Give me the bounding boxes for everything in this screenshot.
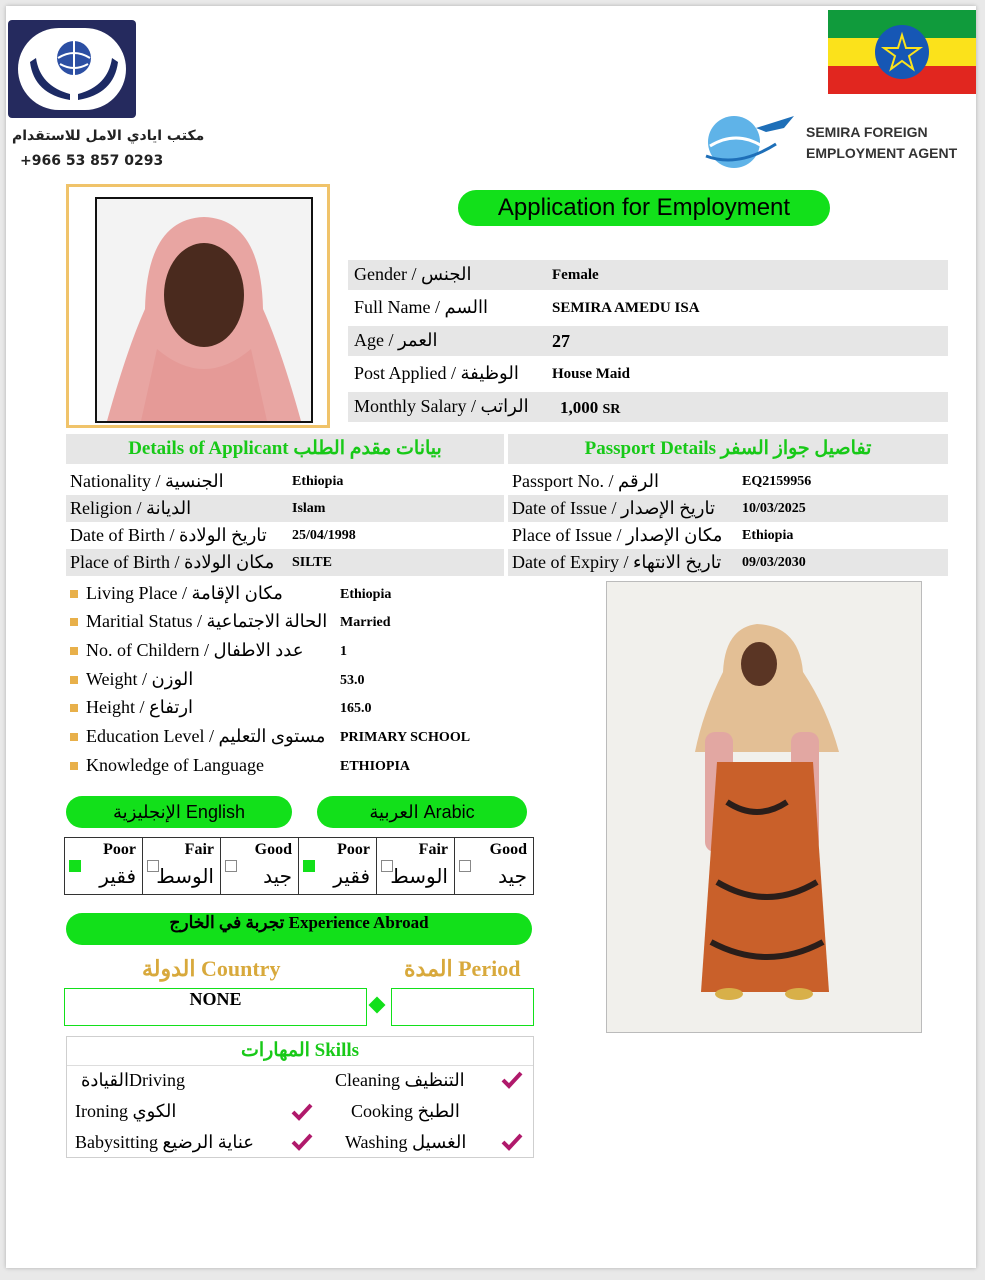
- marital-status-value: Married: [340, 615, 391, 630]
- issue-date-row: [508, 495, 948, 522]
- arabic-fair-label-ar: الوسط: [390, 864, 448, 888]
- education-value: PRIMARY SCHOOL: [340, 730, 471, 745]
- skill-cooking: Cooking الطبخ: [351, 1101, 460, 1121]
- salary-label: Monthly Salary / الراتب: [354, 396, 529, 416]
- application-page: [6, 6, 976, 1268]
- children-row: [66, 637, 534, 665]
- issue-place-value: Ethiopia: [742, 528, 794, 543]
- issue-place-row: [508, 522, 948, 549]
- height-value: 165.0: [340, 701, 372, 716]
- post-label: Post Applied / الوظيفة: [354, 363, 519, 383]
- agency-phone: +966 53 857 0293: [20, 153, 164, 169]
- living-place-value: Ethiopia: [340, 587, 392, 602]
- country-value: NONE: [64, 988, 367, 1026]
- info-row-post: [348, 359, 948, 389]
- english-good-label: Good: [254, 841, 292, 858]
- info-row-salary: [348, 392, 948, 422]
- agency-logo: [8, 20, 136, 118]
- age-label: Age / العمر: [354, 330, 438, 350]
- dob-label: Date of Birth / تاريخ الولادة: [70, 525, 267, 545]
- arabic-good-label-ar: جيد: [498, 864, 527, 888]
- skill-driving: القيادةDriving: [81, 1070, 185, 1090]
- diamond-icon: [369, 997, 386, 1014]
- expiry-date-row: [508, 549, 948, 576]
- education-row: [66, 723, 534, 751]
- info-row-age: [348, 326, 948, 356]
- religion-label: Religion / الديانة: [70, 498, 192, 518]
- issue-date-label: Date of Issue / تاريخ الإصدار: [512, 498, 715, 518]
- children-value: 1: [340, 644, 347, 659]
- full-name-value: SEMIRA AMEDU ISA: [552, 300, 700, 316]
- expiry-date-label: Date of Expiry / تاريخ الانتهاء: [512, 552, 722, 572]
- full-body-photo: [606, 581, 922, 1033]
- education-label: Education Level / مستوى التعليم: [86, 726, 326, 746]
- english-poor-label: Poor: [103, 841, 136, 858]
- pob-value: SILTE: [292, 555, 332, 570]
- marital-status-label: Maritial Status / الحالة الاجتماعية: [86, 611, 328, 631]
- english-fair-label: Fair: [184, 841, 214, 858]
- passport-heading: Passport Details تفاصيل جواز السفر: [508, 434, 948, 464]
- arabic-poor-label: Poor: [337, 841, 370, 858]
- passport-no-label: Passport No. / الرقم: [512, 471, 660, 491]
- passport-no-value: EQ2159956: [742, 474, 812, 489]
- post-value: House Maid: [552, 366, 630, 382]
- agency-name: مكتب ايادي الامل للاستقدام: [12, 128, 205, 144]
- arabic-poor-label-ar: فقير: [333, 864, 370, 888]
- english-good-checkbox[interactable]: [225, 860, 237, 872]
- check-icon: [291, 1133, 313, 1151]
- language-knowledge-label: Knowledge of Language: [86, 755, 264, 775]
- height-label: Height / ارتفاع: [86, 697, 194, 717]
- application-title: Application for Employment: [458, 190, 830, 226]
- arabic-good-checkbox[interactable]: [459, 860, 471, 872]
- arabic-fair-cell[interactable]: [377, 838, 455, 894]
- agent-name-line2: EMPLOYMENT AGENT: [806, 145, 958, 161]
- expiry-date-value: 09/03/2030: [742, 555, 806, 570]
- passport-photo-frame: [66, 184, 330, 428]
- age-value: 27: [552, 331, 570, 351]
- skill-washing: Washing الغسيل: [345, 1132, 467, 1152]
- english-fair-cell[interactable]: [143, 838, 221, 894]
- arabic-good-label: Good: [489, 841, 527, 858]
- skills-heading: المهارات Skills: [67, 1037, 533, 1066]
- check-icon: [501, 1071, 523, 1089]
- ethiopia-flag: [828, 10, 976, 94]
- children-label: No. of Childern / عدد الاطفال: [86, 640, 304, 660]
- passport-photo: [95, 197, 313, 423]
- info-row-full-name: [348, 293, 948, 323]
- issue-place-label: Place of Issue / مكان الإصدار: [512, 525, 723, 545]
- salary-unit: SR: [602, 402, 621, 417]
- period-heading: المدة Period: [404, 956, 521, 981]
- living-place-label: Living Place / مكان الإقامة: [86, 583, 283, 603]
- weight-label: Weight / الوزن: [86, 669, 194, 689]
- nationality-value: Ethiopia: [292, 474, 344, 489]
- salary-value: [560, 398, 620, 418]
- weight-value: 53.0: [340, 673, 365, 688]
- skill-cleaning: Cleaning التنظيف: [335, 1070, 465, 1090]
- arabic-poor-checkbox[interactable]: [303, 860, 315, 872]
- marital-status-row: [66, 608, 534, 636]
- nationality-label: Nationality / الجنسية: [70, 471, 224, 491]
- arabic-poor-cell[interactable]: [299, 838, 377, 894]
- issue-date-value: 10/03/2025: [742, 501, 806, 516]
- info-row-gender: [348, 260, 948, 290]
- living-place-row: [66, 580, 534, 608]
- english-good-label-ar: جيد: [263, 864, 292, 888]
- religion-row: [66, 495, 504, 522]
- agent-name-line1: SEMIRA FOREIGN: [806, 124, 928, 140]
- check-icon: [291, 1103, 313, 1121]
- skills-table: [66, 1036, 534, 1158]
- dob-value: 25/04/1998: [292, 528, 356, 543]
- passport-no-row: [508, 468, 948, 495]
- salary-amount: 1,000: [560, 398, 599, 417]
- period-value: [391, 988, 534, 1026]
- agent-logo: [696, 106, 796, 176]
- applicant-heading: Details of Applicant بيانات مقدم الطلب: [66, 434, 504, 464]
- arabic-fair-label: Fair: [418, 841, 448, 858]
- english-poor-cell[interactable]: [65, 838, 143, 894]
- dob-row: [66, 522, 504, 549]
- english-poor-label-ar: فقير: [99, 864, 136, 888]
- religion-value: Islam: [292, 501, 326, 516]
- height-row: [66, 694, 534, 722]
- skill-ironing: Ironing الكوي: [75, 1101, 177, 1121]
- gender-label: Gender / الجنس: [354, 264, 472, 284]
- english-good-cell[interactable]: [221, 838, 299, 894]
- arabic-good-cell[interactable]: [455, 838, 533, 894]
- gender-value: Female: [552, 267, 599, 283]
- english-poor-checkbox[interactable]: [69, 860, 81, 872]
- pob-row: [66, 549, 504, 576]
- language-knowledge-value: ETHIOPIA: [340, 759, 411, 774]
- check-icon: [501, 1133, 523, 1151]
- skill-babysitting: Babysitting عناية الرضيع: [75, 1132, 255, 1152]
- experience-heading: تجربة في الخارج Experience Abroad: [66, 913, 532, 945]
- full-name-label: Full Name / االسم: [354, 297, 489, 317]
- english-pill: الإنجليزية English: [66, 796, 292, 828]
- english-fair-label-ar: الوسط: [156, 864, 214, 888]
- agent-name: [806, 122, 957, 164]
- pob-label: Place of Birth / مكان الولادة: [70, 552, 275, 572]
- nationality-row: [66, 468, 504, 495]
- language-level-table: [64, 837, 534, 895]
- language-knowledge-row: [66, 752, 534, 780]
- arabic-pill: العربية Arabic: [317, 796, 527, 828]
- country-heading: الدولة Country: [142, 956, 281, 981]
- weight-row: [66, 666, 534, 694]
